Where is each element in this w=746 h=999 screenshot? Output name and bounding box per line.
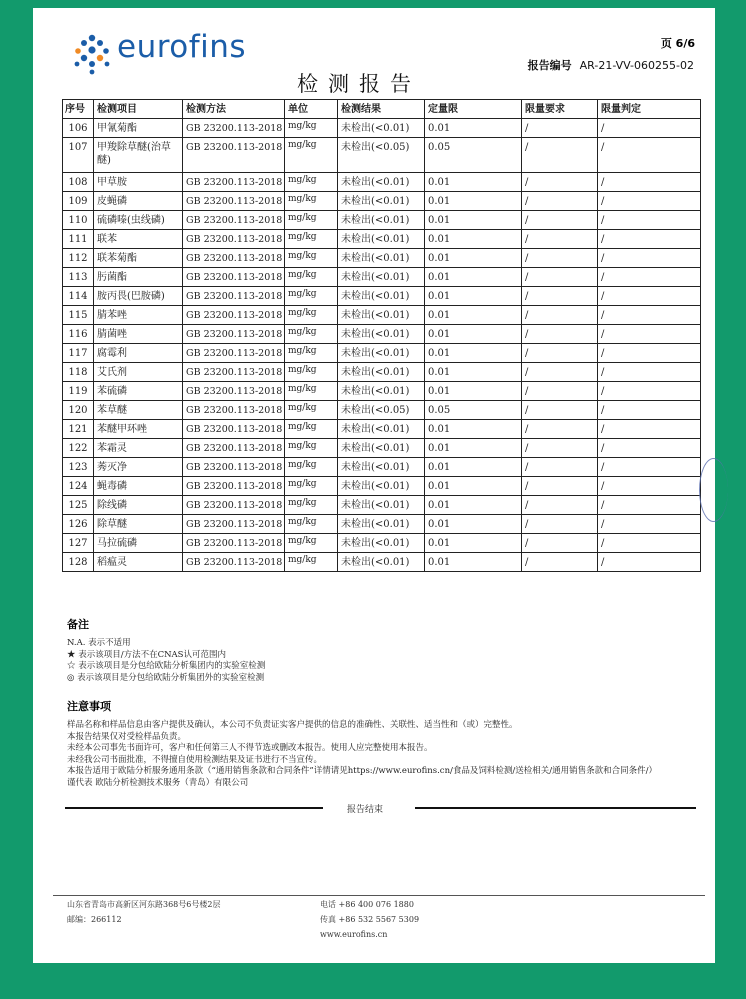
limit-judgement-cell: /: [598, 211, 701, 230]
test-method-cell: GB 23200.113-2018: [183, 401, 285, 420]
test-item-cell: 硫磷嗪(虫线磷): [94, 211, 183, 230]
quantification-limit-cell: 0.01: [425, 306, 522, 325]
quantification-limit-cell: 0.01: [425, 325, 522, 344]
table-row: [63, 287, 701, 306]
unit-cell: mg/kg: [285, 287, 338, 306]
test-method-cell: GB 23200.113-2018: [183, 119, 285, 138]
test-item-cell: 苯霜灵: [94, 439, 183, 458]
table-row: [63, 119, 701, 138]
quantification-limit-cell: 0.05: [425, 401, 522, 420]
footer-contact-block: [320, 897, 419, 942]
test-method-cell: GB 23200.113-2018: [183, 382, 285, 401]
limit-judgement-cell: /: [598, 268, 701, 287]
test-method-cell: GB 23200.113-2018: [183, 458, 285, 477]
unit-cell: mg/kg: [285, 496, 338, 515]
test-result-cell: 未检出(<0.05): [338, 138, 425, 173]
notes-title: 备注: [67, 618, 89, 631]
column-header: 限量要求: [522, 100, 598, 119]
quantification-limit-cell: 0.01: [425, 119, 522, 138]
limit-requirement-cell: /: [522, 496, 598, 515]
table-row: [63, 268, 701, 287]
row-number-cell: 118: [63, 363, 94, 382]
test-method-cell: GB 23200.113-2018: [183, 553, 285, 572]
limit-judgement-cell: /: [598, 382, 701, 401]
unit-cell: mg/kg: [285, 553, 338, 572]
table-row: [63, 477, 701, 496]
table-row: [63, 173, 701, 192]
document-title: 检测报告: [297, 72, 421, 96]
note-line: N.A. 表示不适用: [67, 638, 131, 648]
test-result-cell: 未检出(<0.01): [338, 268, 425, 287]
limit-judgement-cell: /: [598, 515, 701, 534]
test-item-cell: 联苯菊酯: [94, 249, 183, 268]
row-number-cell: 125: [63, 496, 94, 515]
limit-judgement-cell: /: [598, 325, 701, 344]
unit-cell: mg/kg: [285, 420, 338, 439]
attention-line: 本报告适用于欧陆分析服务通用条款（“通用销售条款和合同条件”详情请见https://www.eurofins.cn/食品及饲料检测/送检相关/通用销售条款和合同条件/）: [67, 766, 658, 776]
test-method-cell: GB 23200.113-2018: [183, 534, 285, 553]
report-number: [528, 57, 694, 73]
unit-cell: mg/kg: [285, 138, 338, 173]
table-row: [63, 230, 701, 249]
row-number-cell: 122: [63, 439, 94, 458]
test-result-cell: 未检出(<0.01): [338, 306, 425, 325]
limit-judgement-cell: /: [598, 439, 701, 458]
table-row: [63, 138, 701, 173]
unit-cell: mg/kg: [285, 401, 338, 420]
test-item-cell: 苯草醚: [94, 401, 183, 420]
column-header: 检测项目: [94, 100, 183, 119]
limit-requirement-cell: /: [522, 534, 598, 553]
limit-judgement-cell: /: [598, 534, 701, 553]
note-line: ◎ 表示该项目是分包给欧陆分析集团外的实验室检测: [67, 672, 265, 683]
end-divider-left: [65, 807, 323, 809]
report-number-value: AR-21-VV-060255-02: [579, 59, 694, 72]
table-row: [63, 249, 701, 268]
quantification-limit-cell: 0.01: [425, 553, 522, 572]
limit-judgement-cell: /: [598, 420, 701, 439]
attention-line: 未经本公司事先书面许可，客户和任何第三人不得节选或删改本报告。使用人应完整使用本报告。: [67, 743, 433, 753]
footer-fax: 传真 +86 532 5567 5309: [320, 915, 420, 924]
column-header: 单位: [285, 100, 338, 119]
row-number-cell: 107: [63, 138, 94, 173]
unit-cell: mg/kg: [285, 477, 338, 496]
report-number-label: 报告编号: [527, 59, 572, 72]
test-method-cell: GB 23200.113-2018: [183, 287, 285, 306]
quantification-limit-cell: 0.05: [425, 138, 522, 173]
quantification-limit-cell: 0.01: [425, 515, 522, 534]
test-result-cell: 未检出(<0.01): [338, 477, 425, 496]
test-method-cell: GB 23200.113-2018: [183, 268, 285, 287]
limit-judgement-cell: /: [598, 344, 701, 363]
limit-requirement-cell: /: [522, 363, 598, 382]
report-page: [33, 8, 715, 963]
limit-requirement-cell: /: [522, 192, 598, 211]
test-item-cell: 苯硫磷: [94, 382, 183, 401]
limit-requirement-cell: /: [522, 287, 598, 306]
limit-judgement-cell: /: [598, 363, 701, 382]
table-header-row: [63, 100, 701, 119]
test-item-cell: 联苯: [94, 230, 183, 249]
footer-phone: 电话 +86 400 076 1880: [320, 900, 414, 909]
row-number-cell: 114: [63, 287, 94, 306]
unit-cell: mg/kg: [285, 211, 338, 230]
row-number-cell: 128: [63, 553, 94, 572]
unit-cell: mg/kg: [285, 173, 338, 192]
test-result-cell: 未检出(<0.01): [338, 230, 425, 249]
limit-judgement-cell: /: [598, 138, 701, 173]
test-item-cell: 腐霉利: [94, 344, 183, 363]
limit-judgement-cell: /: [598, 173, 701, 192]
test-method-cell: GB 23200.113-2018: [183, 439, 285, 458]
quantification-limit-cell: 0.01: [425, 249, 522, 268]
table-row: [63, 458, 701, 477]
table-row: [63, 363, 701, 382]
table-row: [63, 344, 701, 363]
quantification-limit-cell: 0.01: [425, 230, 522, 249]
unit-cell: mg/kg: [285, 249, 338, 268]
report-end-text: 报告结束: [347, 805, 384, 815]
table-row: [63, 534, 701, 553]
end-divider-right: [415, 807, 696, 809]
quantification-limit-cell: 0.01: [425, 458, 522, 477]
limit-requirement-cell: /: [522, 344, 598, 363]
limit-requirement-cell: /: [522, 458, 598, 477]
brand-name: eurofins: [117, 29, 247, 65]
table-row: [63, 515, 701, 534]
test-item-cell: 莠灭净: [94, 458, 183, 477]
unit-cell: mg/kg: [285, 306, 338, 325]
test-method-cell: GB 23200.113-2018: [183, 173, 285, 192]
test-item-cell: 除草醚: [94, 515, 183, 534]
test-item-cell: 除线磷: [94, 496, 183, 515]
test-item-cell: 腈苯唑: [94, 306, 183, 325]
column-header: 定量限: [425, 100, 522, 119]
attention-list: [67, 720, 693, 789]
quantification-limit-cell: 0.01: [425, 363, 522, 382]
test-method-cell: GB 23200.113-2018: [183, 306, 285, 325]
attention-line: 样品名称和样品信息由客户提供及确认，本公司不负责证实客户提供的信息的准确性、关联性、适当性和（或）完整性。: [67, 720, 518, 730]
test-result-cell: 未检出(<0.01): [338, 534, 425, 553]
test-method-cell: GB 23200.113-2018: [183, 496, 285, 515]
test-method-cell: GB 23200.113-2018: [183, 138, 285, 173]
test-result-cell: 未检出(<0.05): [338, 401, 425, 420]
row-number-cell: 119: [63, 382, 94, 401]
test-result-cell: 未检出(<0.01): [338, 382, 425, 401]
test-result-cell: 未检出(<0.01): [338, 458, 425, 477]
unit-cell: mg/kg: [285, 515, 338, 534]
test-item-cell: 皮蝇磷: [94, 192, 183, 211]
quantification-limit-cell: 0.01: [425, 344, 522, 363]
unit-cell: mg/kg: [285, 268, 338, 287]
column-header: 检测结果: [338, 100, 425, 119]
limit-judgement-cell: /: [598, 306, 701, 325]
footer-divider: [53, 895, 705, 896]
unit-cell: mg/kg: [285, 192, 338, 211]
limit-judgement-cell: /: [598, 401, 701, 420]
quantification-limit-cell: 0.01: [425, 211, 522, 230]
quantification-limit-cell: 0.01: [425, 192, 522, 211]
quantification-limit-cell: 0.01: [425, 420, 522, 439]
results-table: [62, 99, 701, 572]
table-row: [63, 496, 701, 515]
limit-requirement-cell: /: [522, 230, 598, 249]
column-header: 检测方法: [183, 100, 285, 119]
test-result-cell: 未检出(<0.01): [338, 553, 425, 572]
test-item-cell: 蝇毒磷: [94, 477, 183, 496]
test-method-cell: GB 23200.113-2018: [183, 249, 285, 268]
test-item-cell: 甲羧除草醚(治草醚): [94, 138, 183, 173]
test-result-cell: 未检出(<0.01): [338, 192, 425, 211]
test-method-cell: GB 23200.113-2018: [183, 363, 285, 382]
unit-cell: mg/kg: [285, 325, 338, 344]
row-number-cell: 110: [63, 211, 94, 230]
limit-judgement-cell: /: [598, 230, 701, 249]
table-row: [63, 306, 701, 325]
quantification-limit-cell: 0.01: [425, 477, 522, 496]
test-result-cell: 未检出(<0.01): [338, 119, 425, 138]
test-method-cell: GB 23200.113-2018: [183, 420, 285, 439]
row-number-cell: 126: [63, 515, 94, 534]
note-line: ★ 表示该项目/方法不在CNAS认可范围内: [67, 649, 226, 660]
table-row: [63, 401, 701, 420]
footer-postcode: 邮编：266112: [67, 915, 122, 924]
limit-requirement-cell: /: [522, 553, 598, 572]
test-result-cell: 未检出(<0.01): [338, 287, 425, 306]
table-row: [63, 382, 701, 401]
footer-website[interactable]: www.eurofins.cn: [320, 930, 388, 939]
test-item-cell: 苯醚甲环唑: [94, 420, 183, 439]
limit-requirement-cell: /: [522, 138, 598, 173]
test-item-cell: 艾氏剂: [94, 363, 183, 382]
test-method-cell: GB 23200.113-2018: [183, 211, 285, 230]
test-method-cell: GB 23200.113-2018: [183, 477, 285, 496]
test-method-cell: GB 23200.113-2018: [183, 230, 285, 249]
test-result-cell: 未检出(<0.01): [338, 439, 425, 458]
table-row: [63, 192, 701, 211]
unit-cell: mg/kg: [285, 458, 338, 477]
test-result-cell: 未检出(<0.01): [338, 496, 425, 515]
test-method-cell: GB 23200.113-2018: [183, 344, 285, 363]
table-row: [63, 439, 701, 458]
test-result-cell: 未检出(<0.01): [338, 249, 425, 268]
table-body: [63, 119, 701, 572]
row-number-cell: 117: [63, 344, 94, 363]
note-line: ☆ 表示该项目是分包给欧陆分析集团内的实验室检测: [67, 661, 266, 671]
row-number-cell: 116: [63, 325, 94, 344]
limit-requirement-cell: /: [522, 249, 598, 268]
table-row: [63, 420, 701, 439]
quantification-limit-cell: 0.01: [425, 534, 522, 553]
eurofins-dots-icon: [71, 33, 113, 75]
attention-title: 注意事项: [67, 700, 111, 713]
row-number-cell: 115: [63, 306, 94, 325]
limit-judgement-cell: /: [598, 192, 701, 211]
table-row: [63, 553, 701, 572]
footer-address: 山东省青岛市高新区河东路368号6号楼2层: [67, 900, 221, 909]
attention-line: 未经我公司书面批准，不得擅自使用检测结果及证书进行不当宣传。: [67, 754, 323, 765]
test-result-cell: 未检出(<0.01): [338, 211, 425, 230]
row-number-cell: 127: [63, 534, 94, 553]
row-number-cell: 112: [63, 249, 94, 268]
limit-judgement-cell: /: [598, 477, 701, 496]
test-item-cell: 胺丙畏(巴胺磷): [94, 287, 183, 306]
test-result-cell: 未检出(<0.01): [338, 420, 425, 439]
limit-requirement-cell: /: [522, 268, 598, 287]
test-method-cell: GB 23200.113-2018: [183, 515, 285, 534]
quantification-limit-cell: 0.01: [425, 287, 522, 306]
test-result-cell: 未检出(<0.01): [338, 515, 425, 534]
row-number-cell: 113: [63, 268, 94, 287]
unit-cell: mg/kg: [285, 439, 338, 458]
limit-requirement-cell: /: [522, 420, 598, 439]
limit-judgement-cell: /: [598, 287, 701, 306]
attention-line: 谨代表 欧陆分析检测技术服务（青岛）有限公司: [67, 777, 249, 788]
test-result-cell: 未检出(<0.01): [338, 325, 425, 344]
test-item-cell: 甲草胺: [94, 173, 183, 192]
limit-requirement-cell: /: [522, 515, 598, 534]
test-item-cell: 腈菌唑: [94, 325, 183, 344]
table-row: [63, 325, 701, 344]
test-result-cell: 未检出(<0.01): [338, 363, 425, 382]
column-header: 限量判定: [598, 100, 701, 119]
attention-line: 本报告结果仅对受检样品负责。: [67, 731, 187, 742]
table-row: [63, 211, 701, 230]
test-result-cell: 未检出(<0.01): [338, 344, 425, 363]
test-item-cell: 稻瘟灵: [94, 553, 183, 572]
limit-requirement-cell: /: [522, 211, 598, 230]
page-number: 页 6/6: [660, 37, 695, 50]
test-item-cell: 马拉硫磷: [94, 534, 183, 553]
footer-address-block: [67, 897, 220, 927]
limit-requirement-cell: /: [522, 382, 598, 401]
row-number-cell: 108: [63, 173, 94, 192]
test-method-cell: GB 23200.113-2018: [183, 192, 285, 211]
limit-requirement-cell: /: [522, 439, 598, 458]
unit-cell: mg/kg: [285, 382, 338, 401]
limit-judgement-cell: /: [598, 553, 701, 572]
row-number-cell: 121: [63, 420, 94, 439]
row-number-cell: 123: [63, 458, 94, 477]
limit-requirement-cell: /: [522, 401, 598, 420]
unit-cell: mg/kg: [285, 534, 338, 553]
quantification-limit-cell: 0.01: [425, 496, 522, 515]
eurofins-logo: [71, 31, 261, 75]
unit-cell: mg/kg: [285, 363, 338, 382]
unit-cell: mg/kg: [285, 119, 338, 138]
quantification-limit-cell: 0.01: [425, 173, 522, 192]
quantification-limit-cell: 0.01: [425, 439, 522, 458]
notes-list: [67, 638, 265, 684]
test-item-cell: 肟菌酯: [94, 268, 183, 287]
quantification-limit-cell: 0.01: [425, 268, 522, 287]
column-header: 序号: [63, 100, 94, 119]
limit-requirement-cell: /: [522, 119, 598, 138]
limit-requirement-cell: /: [522, 477, 598, 496]
test-method-cell: GB 23200.113-2018: [183, 325, 285, 344]
row-number-cell: 111: [63, 230, 94, 249]
limit-judgement-cell: /: [598, 249, 701, 268]
limit-judgement-cell: /: [598, 496, 701, 515]
quantification-limit-cell: 0.01: [425, 382, 522, 401]
row-number-cell: 106: [63, 119, 94, 138]
limit-requirement-cell: /: [522, 173, 598, 192]
seal-stamp: [699, 458, 728, 522]
row-number-cell: 109: [63, 192, 94, 211]
limit-requirement-cell: /: [522, 325, 598, 344]
row-number-cell: 120: [63, 401, 94, 420]
row-number-cell: 124: [63, 477, 94, 496]
limit-judgement-cell: /: [598, 458, 701, 477]
limit-requirement-cell: /: [522, 306, 598, 325]
unit-cell: mg/kg: [285, 230, 338, 249]
test-item-cell: 甲氰菊酯: [94, 119, 183, 138]
test-result-cell: 未检出(<0.01): [338, 173, 425, 192]
limit-judgement-cell: /: [598, 119, 701, 138]
unit-cell: mg/kg: [285, 344, 338, 363]
